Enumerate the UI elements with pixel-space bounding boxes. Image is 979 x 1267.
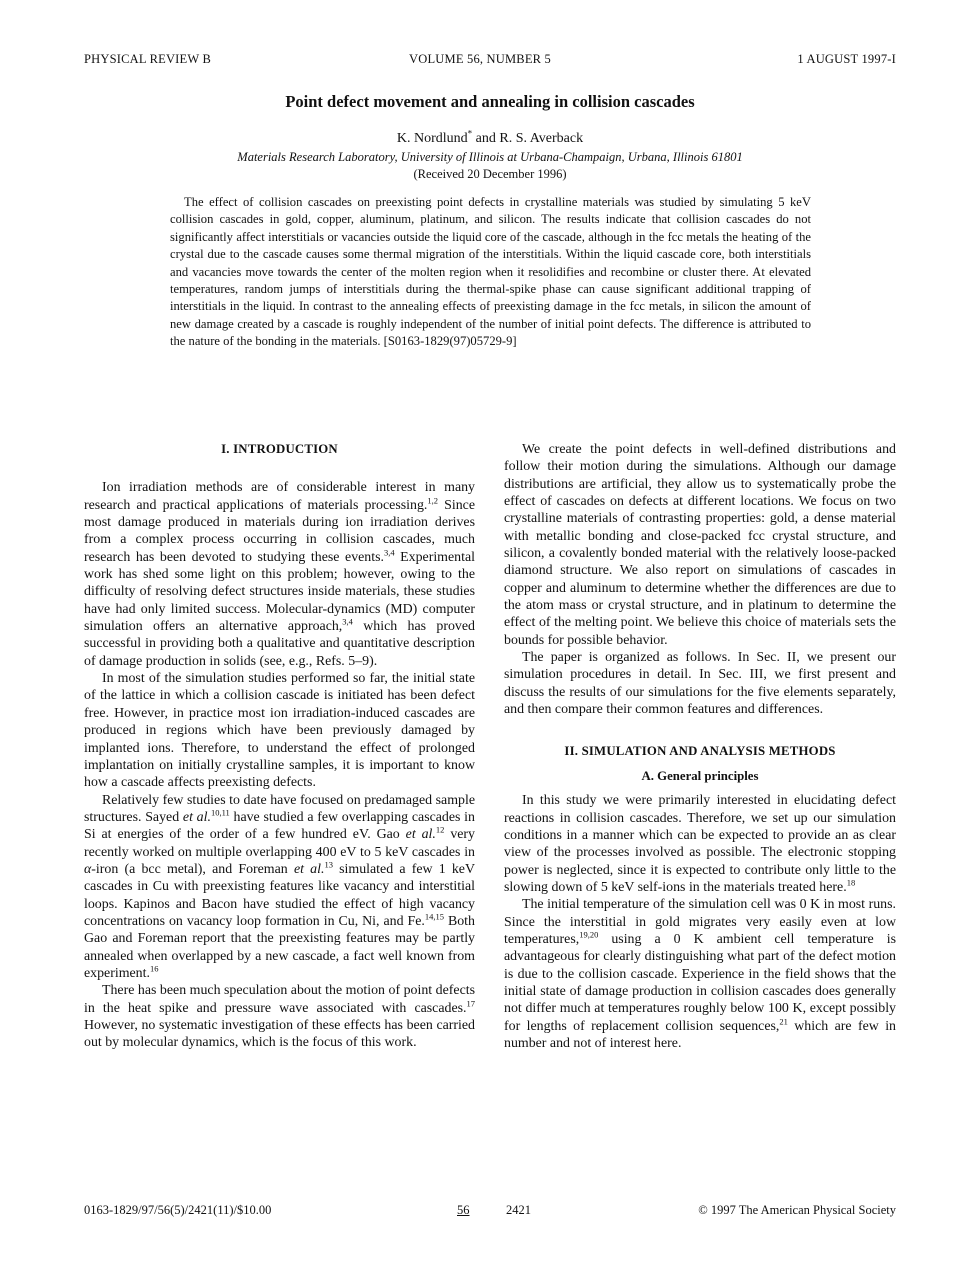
abstract: The effect of collision cascades on preexisting point defects in crystalline materials was studied by simulating 5 keV collision cascades in gold, copper, aluminum, platinum, and silicon. The results indicate that collision cascades do not significantly affect interstitials or vacancies outside the liquid core of the cascade, although in the fcc metals the heating of the crystal due to the cascade causes some thermal migration of the interstitials. Within the liquid cascade core, both interstitials and vacancies move towards the center of the molten region when it resolidifies and recombine or cluster there. At elevated temperatures, random jumps of interstitials during the thermal-spike phase can cause significant additional trapping of interstitials in the liquid. In contrast to the annealing effects of preexisting damage in the fcc metals, in silicon the amount of new damage created by a cascade is roughly independent of the number of initial point defects. The difference is attributed to the nature of the bonding in the materials. [S0163-1829(97)05729-9] xyxy=(170,195,811,349)
paper-title: Point defect movement and annealing in collision cascades xyxy=(285,92,695,111)
footer-volume: 56 xyxy=(457,1203,470,1217)
section-heading-methods: II. SIMULATION AND ANALYSIS METHODS xyxy=(564,743,836,758)
author-averback: R. S. Averback xyxy=(499,131,584,146)
page-footer xyxy=(84,1203,896,1221)
citation: 18 xyxy=(846,877,856,888)
volume-number: VOLUME 56, NUMBER 5 xyxy=(409,52,551,66)
intro-paragraph-4: There has been much speculation about the motion of point defects in the heat spike and pressure wave associated with cascades.$^{17}$ However, no systematic investigation of these effects has been carried out by molecular dynamics, which is the focus of this work. xyxy=(84,983,475,1051)
author-separator: and xyxy=(472,131,500,146)
corresponding-mark: * xyxy=(467,128,473,139)
citation: 14,15 xyxy=(424,911,444,922)
author-nordlund: K. Nordlund xyxy=(396,131,468,146)
intro-paragraph-6: The paper is organized as follows. In Sec. II, we present our simulation procedures in detail. In Sec. III, we first present and discuss the results of our simulations for the five elements separately, and then compare their common features and differences. xyxy=(504,650,896,718)
citation: 10,11 xyxy=(210,807,230,818)
methods-paragraph-1: In this study we were primarily interested in elucidating defect reactions in collision cascades. Therefore, we set up our simulation conditions in a manner which can be expected to provide an as clear view of the processes involved as possible. The electronic stopping power is neglected, since it is expected to contribute only little to the slowing down of 5 keV self-ions in the materials treated here.$^{18}$ xyxy=(504,793,896,895)
journal-name: PHYSICAL REVIEW B xyxy=(84,52,212,66)
right-column xyxy=(504,441,896,1052)
running-header xyxy=(84,52,896,70)
citation: 3,4 xyxy=(342,616,353,627)
intro-paragraph-2: In most of the simulation studies performed so far, the initial state of the lattice in which a collision cascade is initiated has been defect free. However, in practice most ion irradiation-induced cascades are produced in regions which have been previously damaged by implanted ions. Therefore, to understand the effect of prolonged implantation on initially crystalline samples, it is important to know how a cascade affects preexisting defects. xyxy=(84,671,475,791)
author-list xyxy=(84,128,896,147)
citation: 13 xyxy=(324,859,333,870)
citation: 12 xyxy=(435,824,445,835)
page-number: 2421 xyxy=(506,1203,531,1217)
affiliation: Materials Research Laboratory, University of Illinois at Urbana-Champaign, Urbana, Illinois 61801 xyxy=(237,150,743,164)
citation: 16 xyxy=(149,963,159,974)
citation: 19,20 xyxy=(579,929,599,940)
section-heading-introduction: I. INTRODUCTION xyxy=(221,442,338,456)
publication-code: 0163-1829/97/56(5)/2421(11)/$10.00 xyxy=(84,1203,272,1217)
intro-paragraph-3: Relatively few studies to date have focused on predamaged sample structures. Sayed et al.$^{10,11}$ have studied a few overlapping cascades in Si at energies of the order of a few hundred eV. Gao et al.$^{12}$ very recently worked on multiple overlapping 400 eV to 5 keV cascades in α-iron (a bcc metal), and Foreman et al.$^{13}$ simulated a few 1 keV cascades in Cu with preexisting features like vacancy and interstitial loops. Kapinos and Bacon have studied the effect of high vacancy concentrations on vacancy loop formation in Cu, Ni, and Fe.$^{14,15}$ Both Gao and Foreman report that the preexisting features may be partly annealed when overlapped by a new cascade, a fact well known from experiment.$^{16}$ xyxy=(84,792,475,981)
citation: 17 xyxy=(466,998,475,1009)
intro-paragraph-5: We create the point defects in well-defined distributions and follow their motion during the simulations. Although our damage distributions are artificial, they allow us to systematically probe the effect of cascades on defects at different locations. We focus on two crystalline materials of contrasting properties: gold, a dense material with metallic bonding and close-packed fcc crystal structure, and silicon, a covalently bonded material with the relatively loose-packed diamond structure. We also report on simulations of cascades in copper and aluminum to determine whether the differences are due to the atom mass or crystal structure, and in platinum to determine the effect of the melting point. We believe this choice of materials sets the bounds for possible behavior. xyxy=(504,442,896,648)
citation: 21 xyxy=(779,1016,788,1027)
received-date: (Received 20 December 1996) xyxy=(413,167,567,181)
intro-paragraph-1: Ion irradiation methods are of considerable interest in many research and practical applications of materials processing.$^{1,2}$ Since most damage produced in materials during ion irradiation derives from a complex process occurring in collision cascades, much research has been devoted to studying these events.$^{3,4}$ Experimental work has shed some light on this problem; however, owing to the difficulty of resolving defect structures inside materials, these studies have had only limited success. Molecular-dynamics (MD) computer simulation offers an alternative approach,$^{3,4}$ which has proved successful in providing both a qualitative and quantitative description of damage production in solids (see, e.g., Refs. 5–9). xyxy=(84,480,475,669)
methods-paragraph-2: The initial temperature of the simulation cell was 0 K in most runs. Since the interstitial in gold migrates very easily even at low temperatures,$^{19,20}$ using a 0 K ambient cell temperature is advantageous for clearly distinguishing what part of the defect motion is due to the collision cascade. Experience in the field shows that the initial state of damage production in collision cascades does generally not differ much at temperatures roughly below 100 K, except possibly for lengths of replacement collision sequences,$^{21}$ which are few in number and not of interest here. xyxy=(504,897,896,1051)
copyright: © 1997 The American Physical Society xyxy=(698,1203,896,1217)
left-column xyxy=(84,441,475,1052)
citation: 1,2 xyxy=(427,495,438,506)
issue-date: 1 AUGUST 1997-I xyxy=(797,52,896,66)
citation: 3,4 xyxy=(383,547,395,558)
subsection-heading-general-principles: A. General principles xyxy=(641,768,759,783)
